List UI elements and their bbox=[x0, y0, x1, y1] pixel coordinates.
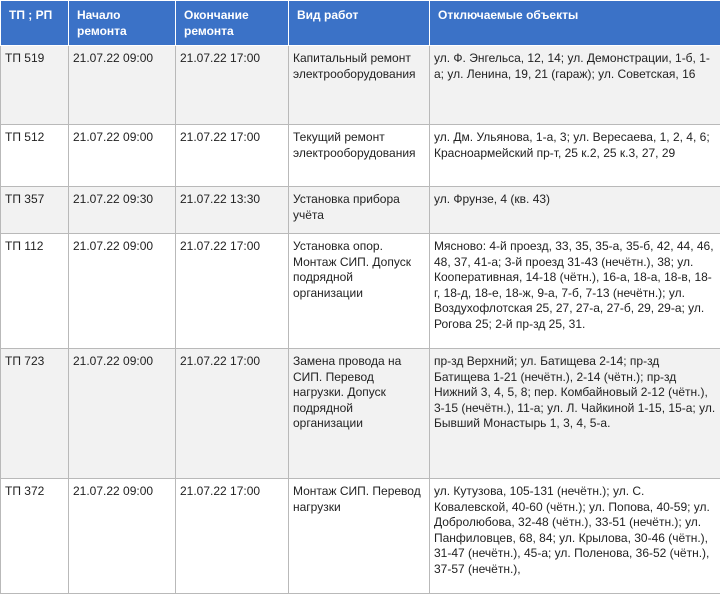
cell-work: Замена провода на СИП. Перевод нагрузки. Допуск подрядной организации bbox=[289, 349, 430, 479]
header-start: Начало ремонта bbox=[69, 1, 176, 46]
table-row bbox=[1, 46, 720, 125]
table-row bbox=[1, 234, 720, 349]
cell-end: 21.07.22 17:00 bbox=[176, 46, 289, 125]
cell-objects: ул. Ф. Энгельса, 12, 14; ул. Демонстрации, 1-б, 1-а; ул. Ленина, 19, 21 (гараж); ул. Советская, 16 bbox=[430, 46, 720, 125]
header-work-type: Вид работ bbox=[289, 1, 430, 46]
header-row bbox=[1, 1, 720, 46]
cell-tp: ТП 519 bbox=[1, 46, 69, 125]
cell-start: 21.07.22 09:00 bbox=[69, 234, 176, 349]
header-tp: ТП ; РП bbox=[1, 1, 69, 46]
table-header bbox=[1, 1, 720, 46]
cell-start: 21.07.22 09:00 bbox=[69, 125, 176, 187]
table-row bbox=[1, 479, 720, 594]
cell-objects: пр-зд Верхний; ул. Батищева 2-14; пр-зд Батищева 1-21 (нечётн.), 2-14 (чётн.); пр-зд Нижний 3, 4, 5, 8; пер. Комбайновый 2-12 (чётн.), 3-15 (нечётн.), 11-а; ул. Л. Чайкиной 1-15, 15-а; ул. Бывший Монастырь 1, 3, 4, 5-а. bbox=[430, 349, 720, 479]
cell-start: 21.07.22 09:00 bbox=[69, 46, 176, 125]
cell-tp: ТП 372 bbox=[1, 479, 69, 594]
cell-start: 21.07.22 09:00 bbox=[69, 479, 176, 594]
cell-tp: ТП 723 bbox=[1, 349, 69, 479]
cell-work: Установка прибора учёта bbox=[289, 187, 430, 234]
cell-end: 21.07.22 17:00 bbox=[176, 234, 289, 349]
cell-objects: Мясново: 4-й проезд, 33, 35, 35-а, 35-б, 42, 44, 46, 48, 37, 41-а; 3-й проезд 31-43 (нечётн.), 38; ул. Кооперативная, 14-18 (чётн.), 16-а, 18-а, 18-в, 18-г, 18-д, 18-е, 18-ж, 9-а, 7-б, 7-13 (нечётн.); ул. Воздухофлотская 25, 27, 27-а, 27-б, 29, 29-а; ул. Рогова 25; 2-й пр-зд 25, 31. bbox=[430, 234, 720, 349]
cell-start: 21.07.22 09:30 bbox=[69, 187, 176, 234]
cell-end: 21.07.22 13:30 bbox=[176, 187, 289, 234]
table-row bbox=[1, 187, 720, 234]
cell-work: Установка опор. Монтаж СИП. Допуск подрядной организации bbox=[289, 234, 430, 349]
cell-tp: ТП 357 bbox=[1, 187, 69, 234]
cell-start: 21.07.22 09:00 bbox=[69, 349, 176, 479]
cell-work: Монтаж СИП. Перевод нагрузки bbox=[289, 479, 430, 594]
cell-end: 21.07.22 17:00 bbox=[176, 349, 289, 479]
cell-objects: ул. Кутузова, 105-131 (нечётн.); ул. С. Ковалевской, 40-60 (чётн.); ул. Попова, 40-59; ул. Добролюбова, 32-48 (чётн.), 33-51 (нечётн.); ул. Панфиловцев, 68, 84; ул. Крылова, 30-46 (чётн.), 31-47 (нечётн.), 45-а; ул. Поленова, 36-52 (чётн.), 37-57 (нечётн.), bbox=[430, 479, 720, 594]
cell-end: 21.07.22 17:00 bbox=[176, 125, 289, 187]
cell-work: Текущий ремонт электрооборудования bbox=[289, 125, 430, 187]
cell-objects: ул. Дм. Ульянова, 1-а, 3; ул. Вересаева, 1, 2, 4, 6; Красноармейский пр-т, 25 к.2, 25 к.3, 27, 29 bbox=[430, 125, 720, 187]
cell-tp: ТП 112 bbox=[1, 234, 69, 349]
header-end: Окончание ремонта bbox=[176, 1, 289, 46]
cell-work: Капитальный ремонт электрооборудования bbox=[289, 46, 430, 125]
cell-objects: ул. Фрунзе, 4 (кв. 43) bbox=[430, 187, 720, 234]
table-body bbox=[1, 46, 720, 594]
cell-tp: ТП 512 bbox=[1, 125, 69, 187]
table-row bbox=[1, 349, 720, 479]
table-row bbox=[1, 125, 720, 187]
cell-end: 21.07.22 17:00 bbox=[176, 479, 289, 594]
header-objects: Отключаемые объекты bbox=[430, 1, 720, 46]
